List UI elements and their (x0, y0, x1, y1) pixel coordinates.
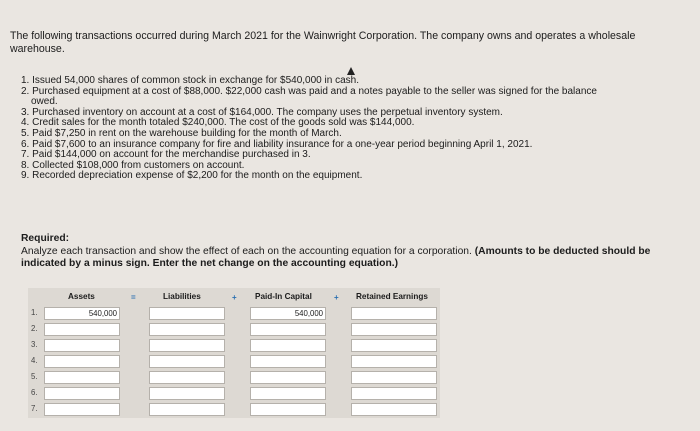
amount-input-retained-earnings[interactable] (351, 323, 437, 336)
amount-input-assets[interactable]: 540,000 (44, 307, 120, 320)
header-liabilities: Liabilities (163, 292, 201, 301)
transaction-text: 6. Paid $7,600 to an insurance company for fire and liability insurance for a one-year period beginning April 1, 2021. (21, 138, 533, 150)
transaction-list (21, 76, 681, 182)
amount-input-liabilities[interactable] (149, 403, 225, 416)
required-instructions (21, 246, 681, 270)
transaction-item (21, 87, 681, 108)
transaction-text-continued: owed. (31, 96, 58, 108)
equals-sign: = (131, 293, 136, 302)
transaction-text: 9. Recorded depreciation expense of $2,200 for the month on the equipment. (21, 170, 363, 182)
plus-sign: + (232, 293, 237, 302)
row-number: 3. (31, 340, 38, 349)
required-note: (Amounts to be deducted should be indicated by a minus sign. Enter the net change on the accounting equation.) (21, 246, 651, 269)
transaction-text: 5. Paid $7,250 in rent on the warehouse building for the month of March. (21, 127, 342, 139)
amount-input-paid-in-capital[interactable] (250, 339, 326, 352)
amount-input-assets[interactable] (44, 339, 120, 352)
amount-input-retained-earnings[interactable] (351, 339, 437, 352)
amount-input-paid-in-capital[interactable] (250, 323, 326, 336)
header-assets: Assets (68, 292, 95, 301)
amount-input-assets[interactable] (44, 371, 120, 384)
header-paid-in-capital: Paid-In Capital (255, 292, 312, 301)
amount-input-retained-earnings[interactable] (351, 403, 437, 416)
row-number: 5. (31, 372, 38, 381)
transaction-text: 8. Collected $108,000 from customers on account. (21, 159, 245, 171)
row-number: 4. (31, 356, 38, 365)
transaction-text: 2. Purchased equipment at a cost of $88,000. $22,000 cash was paid and a notes payable to the seller was signed for the balance (21, 85, 597, 97)
amount-input-retained-earnings[interactable] (351, 307, 437, 320)
problem-intro: The following transactions occurred during March 2021 for the Wainwright Corporation. The company owns and operates a wholesale warehouse. (10, 30, 636, 55)
amount-input-retained-earnings[interactable] (351, 387, 437, 400)
amount-input-assets[interactable] (44, 355, 120, 368)
amount-input-paid-in-capital[interactable] (250, 371, 326, 384)
transaction-text: 1. Issued 54,000 shares of common stock in exchange for $540,000 in cash. (21, 75, 359, 86)
transaction-item (21, 171, 681, 182)
row-number: 1. (31, 308, 38, 317)
row-number: 7. (31, 404, 38, 413)
mouse-cursor-icon (347, 67, 355, 75)
amount-input-paid-in-capital[interactable]: 540,000 (250, 307, 326, 320)
accounting-equation-table (28, 288, 440, 418)
amount-input-liabilities[interactable] (149, 371, 225, 384)
row-number: 2. (31, 324, 38, 333)
amount-input-assets[interactable] (44, 387, 120, 400)
amount-input-retained-earnings[interactable] (351, 355, 437, 368)
amount-input-liabilities[interactable] (149, 307, 225, 320)
row-number: 6. (31, 388, 38, 397)
amount-input-paid-in-capital[interactable] (250, 403, 326, 416)
plus-sign: + (334, 293, 339, 302)
required-heading: Required: (21, 233, 70, 244)
amount-input-liabilities[interactable] (149, 339, 225, 352)
amount-input-paid-in-capital[interactable] (250, 387, 326, 400)
required-text: Analyze each transaction and show the effect of each on the accounting equation for a corporation. (21, 246, 475, 257)
amount-input-retained-earnings[interactable] (351, 371, 437, 384)
amount-input-assets[interactable] (44, 403, 120, 416)
amount-input-liabilities[interactable] (149, 323, 225, 336)
amount-input-liabilities[interactable] (149, 387, 225, 400)
amount-input-paid-in-capital[interactable] (250, 355, 326, 368)
transaction-text: 3. Purchased inventory on account at a cost of $164,000. The company uses the perpetual inventory system. (21, 106, 503, 118)
transaction-text: 7. Paid $144,000 on account for the merchandise purchased in 3. (21, 149, 311, 161)
amount-input-assets[interactable] (44, 323, 120, 336)
transaction-text: 4. Credit sales for the month totaled $240,000. The cost of the goods sold was $144,000. (21, 117, 415, 129)
amount-input-liabilities[interactable] (149, 355, 225, 368)
header-retained-earnings: Retained Earnings (356, 292, 428, 301)
